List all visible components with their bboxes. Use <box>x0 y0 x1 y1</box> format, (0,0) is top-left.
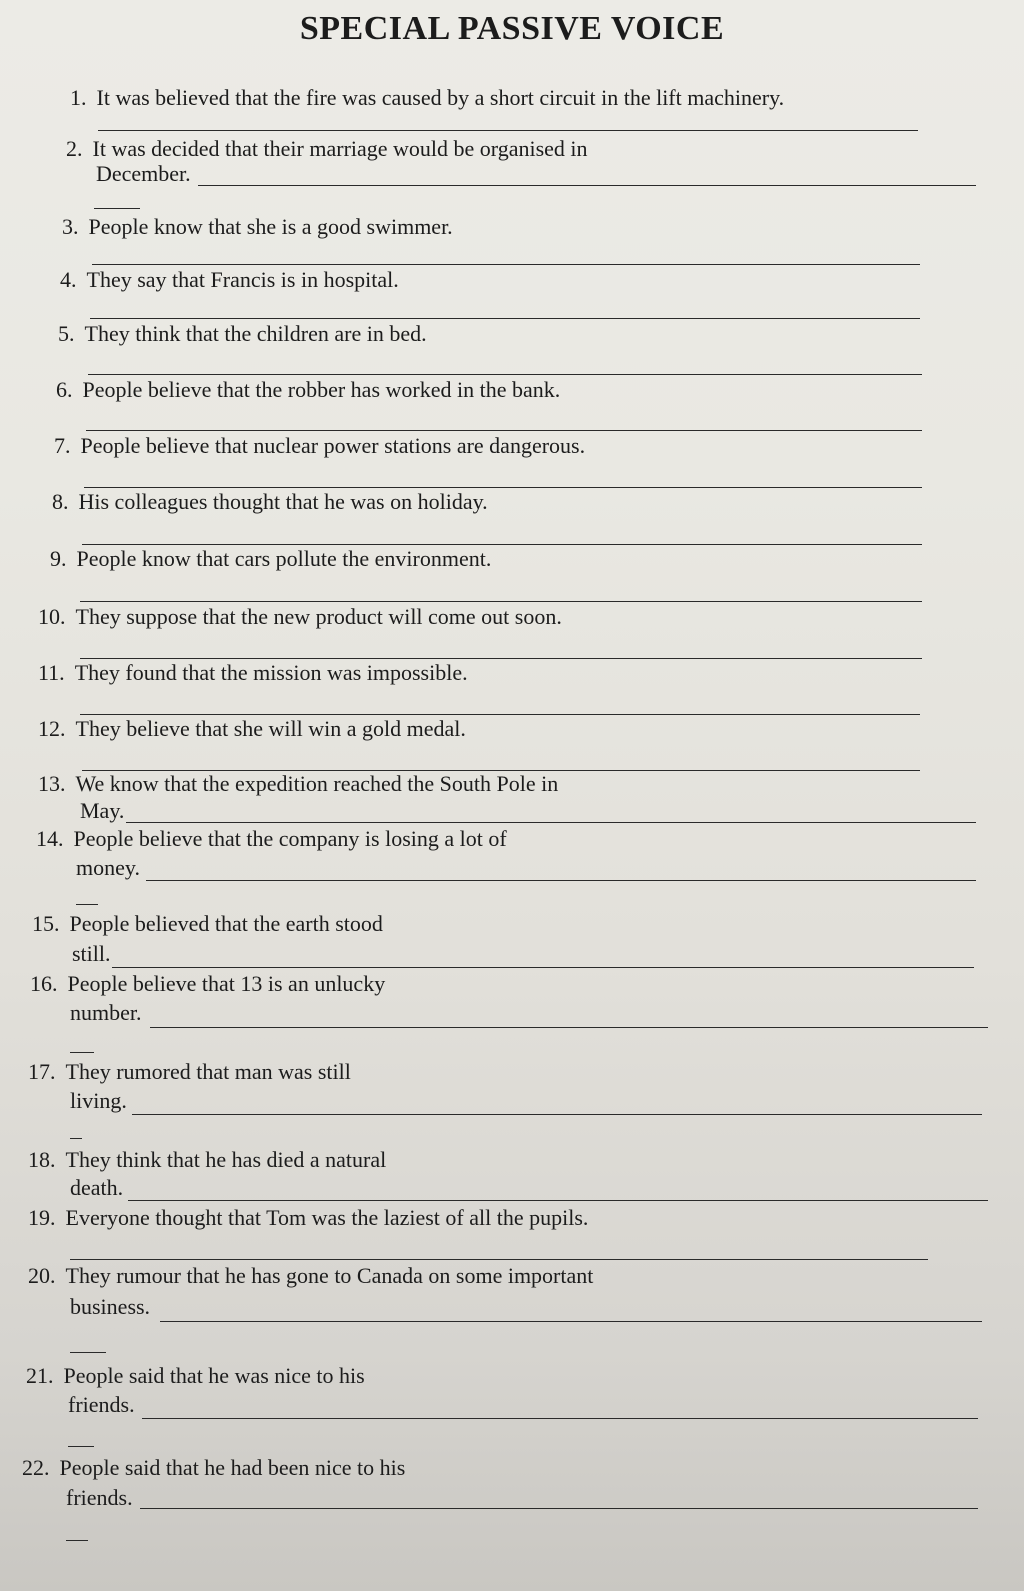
question-20-cont: business. <box>70 1294 151 1319</box>
answer-stub <box>70 1052 94 1053</box>
answer-stub <box>66 1540 88 1541</box>
question-number: 2. <box>66 136 83 161</box>
question-13 <box>38 770 558 798</box>
question-2 <box>66 135 588 163</box>
question-number: 18. <box>28 1147 56 1172</box>
answer-stub <box>68 1446 94 1447</box>
question-text: People believe that the robber has worked in the bank. <box>82 377 561 402</box>
question-9 <box>50 545 491 573</box>
question-text: They think that the children are in bed. <box>84 321 427 346</box>
question-number: 8. <box>52 489 69 514</box>
question-text: They suppose that the new product will come out soon. <box>75 604 562 629</box>
answer-line[interactable] <box>92 264 920 265</box>
question-number: 4. <box>60 267 77 292</box>
question-number: 5. <box>58 321 75 346</box>
question-number: 17. <box>28 1059 56 1084</box>
answer-stub <box>70 1138 82 1139</box>
answer-line[interactable] <box>86 430 922 431</box>
question-text: People said that he had been nice to his <box>59 1455 406 1480</box>
question-number: 16. <box>30 971 58 996</box>
answer-line[interactable] <box>128 1200 988 1201</box>
question-text: People know that she is a good swimmer. <box>88 214 453 239</box>
question-text: They believe that she will win a gold medal. <box>75 716 466 741</box>
question-number: 1. <box>70 85 87 110</box>
question-number: 10. <box>38 604 66 629</box>
answer-line[interactable] <box>88 374 922 375</box>
question-text: It was decided that their marriage would be organised in <box>92 136 588 161</box>
answer-line[interactable] <box>98 130 918 131</box>
question-15 <box>32 910 383 938</box>
question-15-cont: still. <box>72 941 111 966</box>
question-16-cont: number. <box>70 1000 142 1025</box>
question-17 <box>28 1058 351 1086</box>
question-2-cont: December. <box>96 161 191 186</box>
question-20 <box>28 1262 593 1290</box>
answer-line[interactable] <box>112 967 974 968</box>
question-text: People believe that 13 is an unlucky <box>67 971 386 996</box>
question-14 <box>36 825 507 853</box>
question-14-cont: money. <box>76 855 140 880</box>
question-number: 11. <box>38 660 65 685</box>
answer-line[interactable] <box>70 1259 928 1260</box>
question-7 <box>54 432 585 460</box>
question-number: 20. <box>28 1263 56 1288</box>
question-16 <box>30 970 385 998</box>
answer-line[interactable] <box>146 880 976 881</box>
question-text: His colleagues thought that he was on holiday. <box>78 489 488 514</box>
question-12 <box>38 715 466 743</box>
answer-line[interactable] <box>160 1321 982 1322</box>
question-text: Everyone thought that Tom was the laziest of all the pupils. <box>65 1205 589 1230</box>
question-11 <box>38 659 468 687</box>
question-10 <box>38 603 562 631</box>
question-text: People said that he was nice to his <box>63 1363 365 1388</box>
question-text: They found that the mission was impossible. <box>74 660 468 685</box>
question-22 <box>22 1454 405 1482</box>
question-13-cont: May. <box>80 798 125 823</box>
question-18-cont: death. <box>70 1175 124 1200</box>
question-text: People believe that the company is losing a lot of <box>73 826 507 851</box>
question-number: 7. <box>54 433 71 458</box>
question-number: 12. <box>38 716 66 741</box>
question-text: They rumored that man was still <box>65 1059 351 1084</box>
question-21-cont: friends. <box>68 1392 135 1417</box>
answer-stub <box>94 208 140 209</box>
answer-line[interactable] <box>132 1114 982 1115</box>
worksheet-title: SPECIAL PASSIVE VOICE <box>299 10 725 47</box>
question-number: 21. <box>26 1363 54 1388</box>
question-text: They say that Francis is in hospital. <box>86 267 399 292</box>
answer-line[interactable] <box>80 601 922 602</box>
question-22-cont: friends. <box>66 1485 133 1510</box>
question-text: It was believed that the fire was caused by a short circuit in the lift machinery. <box>96 85 785 110</box>
answer-line[interactable] <box>150 1027 988 1028</box>
question-6 <box>56 376 560 404</box>
question-1 <box>70 84 784 112</box>
question-5 <box>58 320 427 348</box>
question-number: 3. <box>62 214 79 239</box>
question-3 <box>62 213 453 241</box>
question-text: They rumour that he has gone to Canada on some important <box>65 1263 594 1288</box>
question-text: People know that cars pollute the environment. <box>76 546 492 571</box>
question-18 <box>28 1146 386 1174</box>
question-number: 13. <box>38 771 66 796</box>
question-text: We know that the expedition reached the South Pole in <box>75 771 559 796</box>
question-8 <box>52 488 488 516</box>
question-19 <box>28 1204 588 1232</box>
answer-line[interactable] <box>90 318 920 319</box>
question-number: 6. <box>56 377 73 402</box>
question-text: People believed that the earth stood <box>69 911 383 936</box>
question-number: 15. <box>32 911 60 936</box>
answer-line[interactable] <box>140 1508 978 1509</box>
question-number: 19. <box>28 1205 56 1230</box>
question-number: 22. <box>22 1455 50 1480</box>
question-number: 14. <box>36 826 64 851</box>
question-text: People believe that nuclear power stations are dangerous. <box>80 433 586 458</box>
answer-stub <box>76 904 98 905</box>
question-number: 9. <box>50 546 67 571</box>
question-text: They think that he has died a natural <box>65 1147 387 1172</box>
question-21 <box>26 1362 365 1390</box>
answer-line[interactable] <box>142 1418 978 1419</box>
answer-stub <box>70 1352 106 1353</box>
question-4 <box>60 266 399 294</box>
answer-line[interactable] <box>198 185 976 186</box>
question-17-cont: living. <box>70 1088 127 1113</box>
answer-line[interactable] <box>126 822 976 823</box>
